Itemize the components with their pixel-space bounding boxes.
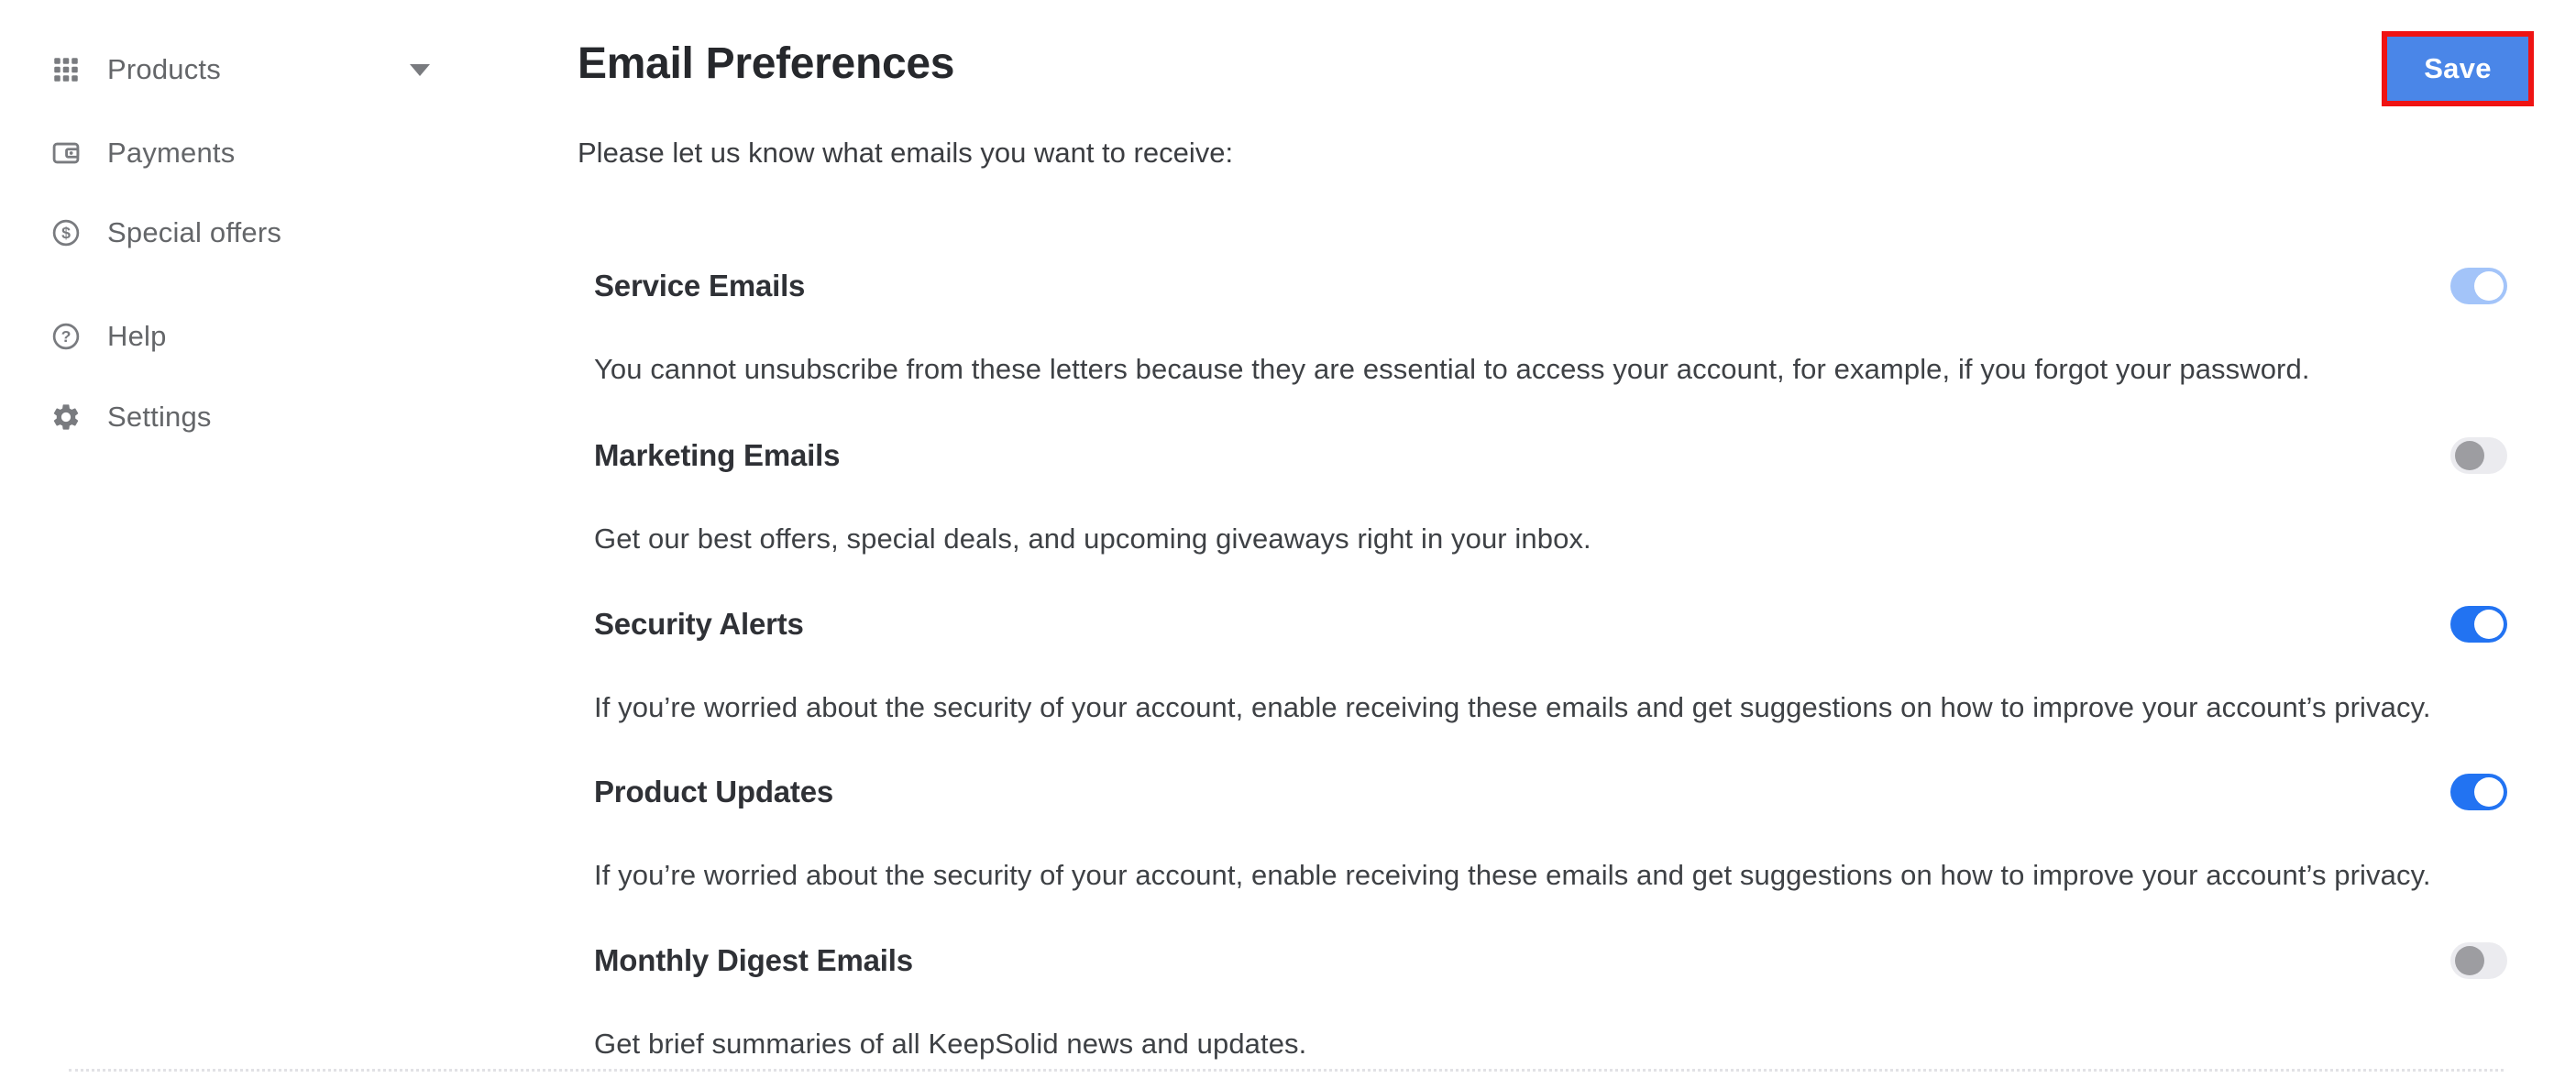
toggle-knob (2474, 610, 2504, 639)
pref-title: Marketing Emails (594, 438, 841, 472)
pref-title: Security Alerts (594, 607, 804, 641)
toggle-service-emails (2450, 268, 2507, 304)
gear-icon (50, 402, 82, 433)
pref-section-monthly-digest-emails (594, 940, 2507, 1062)
chevron-down-icon (410, 64, 430, 76)
apps-grid-icon (50, 54, 82, 85)
sidebar-item-label: Special offers (107, 216, 282, 248)
pref-description: If you’re worried about the security of your account, enable receiving these emails and get suggestions on how to improve your account’s privacy. (594, 691, 2431, 723)
sidebar-item-label: Payments (107, 137, 236, 169)
toggle-monthly-digest-emails[interactable] (2450, 942, 2507, 979)
pref-description: You cannot unsubscribe from these letters because they are essential to access your account, for example, if you forgot your password. (594, 353, 2310, 385)
pref-section-security-alerts (594, 604, 2507, 725)
pref-description: Get our best offers, special deals, and upcoming giveaways right in your inbox. (594, 522, 1591, 555)
save-button-highlight (2382, 31, 2534, 106)
toggle-product-updates[interactable] (2450, 774, 2507, 810)
wallet-icon (50, 138, 82, 169)
sidebar-item-help[interactable] (50, 316, 472, 357)
sidebar (0, 0, 513, 1078)
toggle-marketing-emails[interactable] (2450, 437, 2507, 474)
bottom-divider (69, 1069, 2504, 1072)
pref-description: Get brief summaries of all KeepSolid news and updates. (594, 1028, 1307, 1060)
pref-description: If you’re worried about the security of your account, enable receiving these emails and get suggestions on how to improve your account’s privacy. (594, 859, 2431, 891)
pref-section-service-emails (594, 266, 2507, 387)
sidebar-item-settings[interactable] (50, 397, 472, 437)
pref-title: Service Emails (594, 269, 806, 302)
toggle-knob (2474, 271, 2504, 301)
sidebar-item-products[interactable] (50, 50, 472, 90)
toggle-knob (2455, 441, 2484, 470)
pref-title: Product Updates (594, 775, 834, 808)
sidebar-item-special-offers[interactable] (50, 213, 472, 253)
pref-section-product-updates (594, 772, 2507, 893)
pref-title: Monthly Digest Emails (594, 943, 913, 977)
sidebar-item-label: Settings (107, 401, 212, 433)
sidebar-item-payments[interactable] (50, 133, 472, 173)
sidebar-item-label: Help (107, 320, 167, 352)
dollar-circle-icon (50, 217, 82, 248)
svg-text:?: ? (61, 326, 72, 346)
sidebar-item-label: Products (107, 53, 221, 85)
toggle-knob (2474, 777, 2504, 807)
toggle-knob (2455, 946, 2484, 975)
help-circle-icon (50, 321, 82, 352)
pref-section-marketing-emails (594, 435, 2507, 556)
save-button[interactable]: Save (2387, 37, 2528, 101)
page-title: Email Preferences (578, 39, 955, 88)
page-subtitle: Please let us know what emails you want to receive: (578, 137, 1234, 169)
toggle-security-alerts[interactable] (2450, 606, 2507, 643)
svg-text:$: $ (61, 224, 71, 243)
